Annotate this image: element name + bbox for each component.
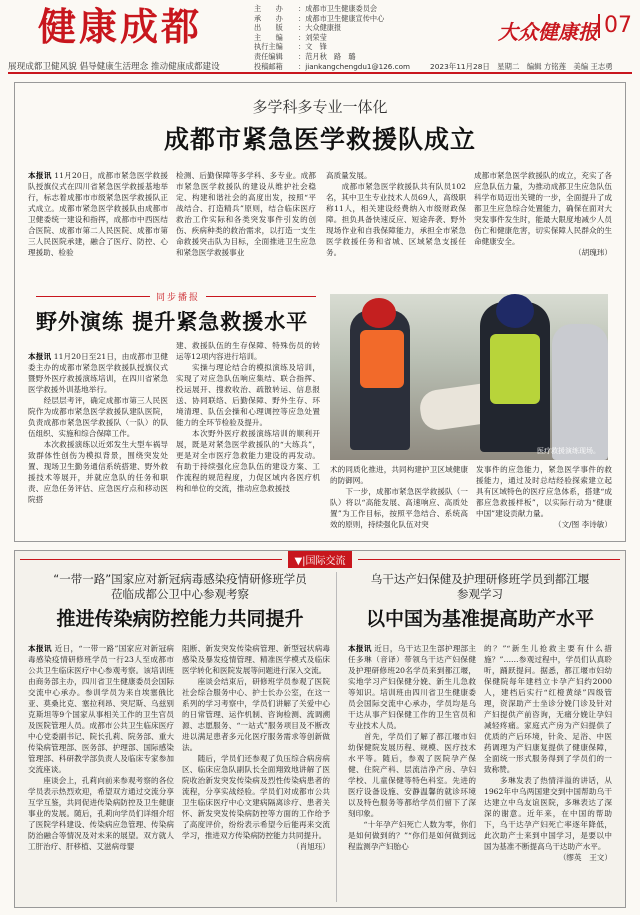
article2-kicker: 同步播报 — [150, 290, 206, 303]
article1-subtitle: 多学科多专业一体化 — [252, 98, 388, 116]
article2-column-4: 发事件的应急能力，紧急医学事件的救援能力，通过及时总结经验探索建立起具有区域特色的医疗应急体系，搭建“成都应急救援样板”，以实际行动为“健康中国”建设贡献力量。 （文/图 李诗敏） — [476, 465, 612, 529]
credit-row: 主 办 ： 成都市卫生健康委员会 — [254, 4, 378, 13]
article4-headline: 以中国为基准提高助产水平 — [365, 608, 594, 630]
article3-column-2: 阻断、新发突发传染病管理、新型冠状病毒感染及暴发疫情管理、精准医学模式及临床医学转化和医院发展等问题进行深入交流。 座谈会结束后，研修班学员参观了医院社会综合服务中心、护士长办公室，在这一系列的学习考察中，学员们讲解了关爱中心的日常管理、运作机制、咨询检测、流调溯源、志愿服务、“一站式”服务项目及不断改进以满足患者多元化医疗服务需求等创新做法。 随后，学员们还参观了负压综合病房病区、临床应急队副队长全面翔致地讲解了医院收治新发突发传染病及烈性传染病患者的流程，分享实战经验。学员们对成都市公共卫生临床医疗中心文建病隔离诊疗、患者关怀、新发突发传染病防控等方面的工作给予了高度评价，纷纷表示希望今后能再来交流学习，推进双方传染病防控能力共同提升。 （肖旭珏） — [182, 644, 330, 851]
rescue-drill-photo — [330, 294, 608, 460]
article3-byline: （肖旭珏） — [292, 842, 330, 851]
article3-column-1: 本报讯 近日，“一带一路”国家应对新冠病毒感染疫情研修班学员一行23人至成都市公共卫生临床医疗中心参观考察。该培训班由商务部主办，四川省卫生健康委员会国际交流中心承办。参训学员为来自埃塞俄比亚、莫桑比克、塞拉利昂、突尼斯、乌兹别克斯坦等9个国家从事相关工作的卫生官员及医院管理人员。成都市公共卫生临床医疗中心党委副书记、院长孔莉、院务部、重大传染病管理部、医务部、护理部、国际感染管理部、科研教学部负责人及临床专家参加交流座谈。 座谈会上，孔莉向前来参观考察的各位学员表示热烈欢迎，希望双方通过交流分享互学互鉴，共同促进传染病防控及卫生健康事业的发展。随后，孔莉向学员们详细介绍了医院学科建设、传染病应急管理、传染病防治融合等情况及对未来的展望。双方就人工肝治疗、肝移植、艾滋病母婴 — [28, 644, 174, 851]
article4-deck: 乌干达产妇保健及护理研修班学员到都江堰 参观学习 — [370, 572, 590, 601]
newspaper-logo: 大众健康报 — [498, 20, 598, 44]
article1-column-3: 高质量发展。 成都市紧急医学救援队共有队员102名，其中卫生专业技术人员69人，高级职称11人，相关建设经费纳入市级财政保障。担负具备快速反应、短途奔袭、野外现场作业和自我保障能力，承担全市紧急医学救援任务和省城、区域紧急支援任务。 — [326, 171, 466, 257]
article4-byline: （缪英 王文） — [558, 853, 612, 862]
article1-column-4: 成都市紧急医学救援队的成立，充实了各应急队伍力量，为推动成都卫生应急队伍科学布局迈出关键的一步，全面提升了成都卫生应急综合处置能力，确保在面对大突发事件发生时，能最大限度地减少人员伤亡和健康危害，切实保障人民群众的生命健康安全。 （胡瑰玮） — [474, 171, 612, 257]
article2-column-3: 术的同质化推进，共同构建护卫区域健康的防御网。 下一步，成都市紧急医学救援队（一队）将以“高能发展、高速响应、高质处置”为工作目标，按照平急结合、系统高效的原则，持续强化队伍对突 — [330, 465, 468, 529]
column-title: 健康成都 — [38, 5, 203, 49]
credit-row: 出 版 ： 大众健康报 — [254, 23, 342, 33]
page-number: 07 — [598, 14, 632, 38]
credit-row: 责任编辑 ： 范月秋 路 璐 — [254, 51, 356, 61]
article1-column-2: 检测、后勤保障等多学科、多专业。成都市紧急医学救援队的建设从维护社会稳定、构建和谐社会的高度出发，按照“平战结合、打造精兵”原则，结合临床医疗救治工作实际和各类突发事件引发的创伤、疾病种类的救治需求，以打造一支生命救援突击队为目标，全面推进卫生应急和紧急医学救援事业 — [176, 171, 316, 257]
column-divider — [336, 572, 337, 902]
credit-row: 承 办 ： 成都市卫生健康宣传中心 — [254, 13, 385, 23]
section-band — [14, 550, 626, 568]
article1-column-1: 本报讯 11月20日，成都市紧急医学救援队授旗仪式在四川省紧急医学救援基地举行，标志着成都市市级紧急医学救援队正式成立。成都市紧急医学救援队由成都市卫健委统一建设和指挥，成都市中西医结合医院、成都市第二人民医院、成都市第三人民医院承建，融合了医疗、防控、心理援助、检验 — [28, 171, 168, 257]
article3-headline: 推进传染病防控能力共同提升 — [56, 608, 304, 630]
masthead-rule — [8, 72, 632, 74]
issue-date: 2023年11月28日 — [430, 62, 490, 71]
section-label: ▼|国际交流 — [288, 551, 351, 568]
article2-column-2: 建、救援队伍的生存保障、特殊伤员的转运等12项内容进行培训。 实操与理论结合的模拟演练及培训，实现了对应急队伍响应集结、联合指挥、投运展开、搜救收治、疏散转运、信息报送、协同联络、后勤保障、野外生存、环境清理、队伍会操和心理调控等应急处置能力的全环节检验及提升。 本次野外医疗救援演练培训的顺利开展，既是对紧急医学救援队的“大练兵”，更是对全市医疗急救能力建设的再发动。有助于持续强化应急队伍的建设方案、工作流程的规范程度，力促区域内各医疗机构和单位的交流，推动应急救援技 — [176, 341, 320, 493]
article1-byline: （胡瑰玮） — [574, 248, 612, 257]
column-slogan: 展现成都卫健风貌 倡导健康生活理念 推动健康成都建设 — [8, 62, 220, 72]
photo-caption: 医疗救援演练现场。 — [537, 447, 600, 455]
article2-byline: （文/图 李诗敏） — [553, 520, 612, 529]
article3-deck: “一带一路”国家应对新冠病毒感染疫情研修班学员 莅临成都公卫中心参观考察 — [53, 572, 307, 601]
credit-row: 执行主编 ： 文 锋 — [254, 42, 327, 52]
credit-row: 投稿邮箱 ： jiankangchengdu1@126.com — [254, 61, 410, 71]
issue-artist: 美编 王志勇 — [573, 62, 613, 71]
masthead — [0, 0, 640, 72]
article4-column-2: 的？”“新生儿抢救主要有什么措施？”……参观过程中，学员们认真聆听，踊跃提问。据悉，都江堰市妇幼保健院每年建档立卡孕产妇约2000人，建档后实行“红橙黄绿”四级管理，资深助产士坐诊分娩门诊及针对产妇提供产前咨询，无痛分娩让孕妇减轻疼痛。家庭式产房为产妇提供了优质的产后环境，针灸、足浴、中医药调理为产妇康复提供了健康保障，全面统一形式服务得到了学员们的一致称赞。 多琳发表了热情洋溢的讲话，从1962年中乌两国建交到中国帮助乌干达建立中乌友谊医院，多琳表达了深深的谢意。近年来，在中国的帮助下，乌干达孕产妇死亡率逐年降低，此次助产士来到中国学习，是要以中国为基准不断提高乌干达助产水平。 （缪英 王文） — [484, 644, 612, 862]
article2-headline: 野外演练 提升紧急救援水平 — [36, 310, 309, 334]
issue-editor: 编辑 方铭莲 — [526, 62, 567, 71]
credit-row: 主 编 ： 刘荣莹 — [254, 32, 327, 42]
article1-headline: 成都市紧急医学救援队成立 — [163, 125, 476, 154]
issue-weekday: 星期二 — [497, 62, 520, 71]
credits-block — [254, 4, 424, 71]
article4-column-1: 本报讯 近日，乌干达卫生部护理部主任多琳（音译）带领乌干达产妇保健及护理研修班20名学员来到都江堰，实地学习产妇保健分娩、新生儿急救等知识。培训班由四川省卫生健康委员会国际交流中心承办，学员均是乌干达从事产妇保健工作的卫生官员和专业技术人员。 首先，学员们了解了都江堰市妇幼保健院发展历程、规模、医疗技术水平等。随后，参观了医院孕产保健、住院产科、层流洁净产房、孕妇学校、儿童保健等特色科室。先进的医疗设备设施、安静温馨的就诊环境以及特色服务等都给学员们留下了深刻印象。 “十年孕产妇死亡人数为零，你们是如何做到的？”“你们是如何做到远程监测孕产妇胎心 — [348, 644, 476, 851]
article2-column-1: 本报讯 11月20日至21日，由成都市卫健委主办的成都市紧急医学救援队授旗仪式暨野外医疗救援演练培训，在四川省紧急医学救援外训基地举行。 经层层考评，确定成都市第三人民医院作为成都市紧急医学救援队建队医院，负责成都市紧急医学救援队（一队）的队伍组织、实施和综合保障工作。 本次救援演练以近郊发生大型车祸导致群体性创伤为模拟背景，围绕突发处置、现场卫生勤务通信系统搭建、野外救援技术等展开，并就应急队的任务和职责、应急任务评估、应急医疗点和移动医院搭 — [28, 352, 168, 504]
issue-info — [430, 61, 618, 72]
